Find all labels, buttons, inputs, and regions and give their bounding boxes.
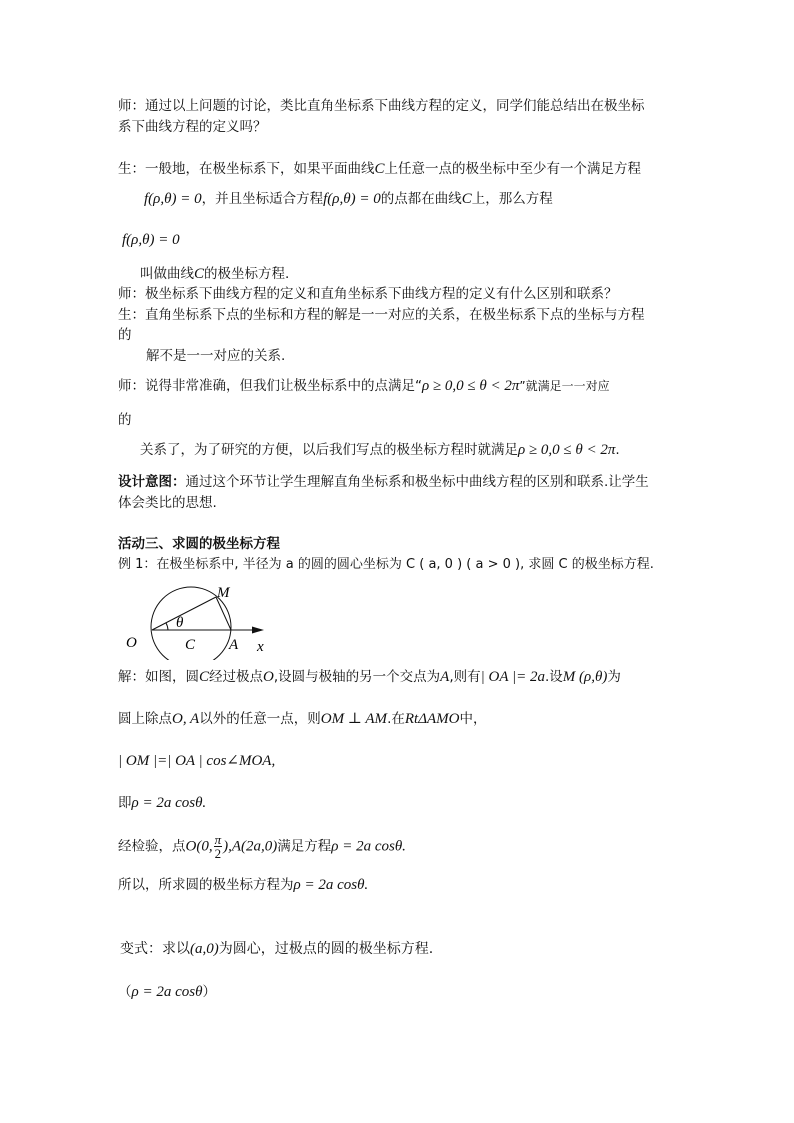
equation: f(ρ,θ) = 0 — [144, 191, 202, 207]
solution-line-4 — [118, 793, 206, 813]
solution-line-3 — [118, 751, 275, 771]
text: 变式：求以 — [120, 941, 190, 957]
text: 即 — [118, 795, 132, 811]
text: 所以，所求圆的极坐标方程为 — [118, 877, 294, 893]
numerator: π — [214, 832, 222, 847]
label-M: M — [217, 585, 230, 601]
solution-line-1 — [118, 667, 621, 687]
text: 经过极点 — [209, 669, 264, 685]
condition: ρ ≥ 0,0 ≤ θ < 2π — [518, 442, 616, 458]
math: O — [263, 669, 274, 685]
student-answer-1-line-1 — [118, 159, 641, 179]
segment-OM — [152, 597, 216, 630]
math: C — [199, 669, 210, 685]
label-x: x — [257, 639, 264, 655]
text: ，并且坐标适合方程 — [201, 191, 324, 207]
text: 的 — [118, 412, 132, 428]
text: 解不是一一对应的关系. — [146, 348, 286, 364]
text: 师：极坐标系下曲线方程的定义和直角坐标系下曲线方程的定义有什么区别和联系？ — [118, 286, 618, 302]
math: M (ρ,θ) — [562, 669, 608, 685]
text: 的极坐标方程. — [204, 266, 290, 282]
angle-arc — [166, 623, 168, 630]
math: C — [374, 161, 385, 177]
math: ), — [223, 838, 232, 855]
equation: f(ρ,θ) = 0 — [122, 232, 180, 248]
text: ） — [202, 984, 216, 1000]
teacher-question-1-line-1 — [118, 96, 645, 116]
label-A: A — [229, 637, 239, 653]
text: 的 — [118, 327, 132, 343]
axis-arrow-icon — [252, 627, 264, 634]
math: A — [440, 669, 450, 685]
math: O(0, — [185, 838, 213, 855]
text: 生：直角坐标系下点的坐标和方程的解是一一对应的关系，在极坐标系下点的坐标与方程 — [118, 307, 645, 323]
text: .在 — [387, 711, 405, 727]
text: .设 — [544, 669, 563, 685]
solution-line-5 — [118, 833, 406, 860]
text: 解：如图，圆 — [118, 669, 199, 685]
text: 上，那么方程 — [471, 191, 553, 207]
heading-text: 活动三、求圆的极坐标方程 — [118, 536, 280, 552]
math: OM ⊥ AM — [320, 711, 388, 727]
text: 为 — [607, 669, 621, 685]
math: O, A — [172, 711, 200, 727]
student-answer-1-line-2 — [144, 189, 553, 209]
text: . — [615, 442, 620, 458]
design-intent-line-1 — [118, 472, 649, 492]
equation: f(ρ,θ) = 0 — [323, 191, 381, 207]
fraction-pi-over-2 — [214, 833, 223, 860]
activity-heading — [118, 534, 280, 554]
text: 例 1：在极坐标系中, 半径为 a 的圆的圆心坐标为 C ( a, 0 ) ( a > 0 ), 求圆 C 的极坐标方程. — [118, 557, 654, 572]
equation: | OA |= 2a — [480, 669, 545, 685]
label-C: C — [185, 637, 196, 653]
teacher-question-2 — [118, 284, 618, 304]
text: ,设圆与极轴的另一个交点为 — [273, 669, 441, 685]
student-answer-1-line-4 — [140, 264, 289, 284]
variant-question — [120, 939, 433, 959]
text: 师：说得非常准确，但我们让极坐标系中的点满足“ — [118, 378, 422, 394]
math: A(2a,0) — [231, 838, 278, 855]
student-answer-1-equation — [122, 230, 180, 250]
label-theta: θ — [176, 615, 184, 631]
math: C — [194, 266, 205, 282]
teacher-remark-3-line-3 — [140, 440, 620, 460]
student-answer-2-line-1 — [118, 305, 645, 325]
equation: | OM |=| OA | cos∠MOA, — [118, 753, 276, 769]
text: ,则有 — [449, 669, 481, 685]
variant-answer — [118, 982, 216, 1002]
math: C — [461, 191, 472, 207]
text: 叫做曲线 — [140, 266, 194, 282]
student-answer-2-line-3 — [146, 346, 285, 366]
text: 关系了，为了研究的方便，以后我们写点的极坐标方程时就满足 — [140, 442, 518, 458]
condition: ρ ≥ 0,0 ≤ θ < 2π — [422, 378, 520, 394]
design-intent-label: 设计意图： — [118, 474, 186, 490]
math: RtΔAMO — [404, 711, 460, 727]
text: 的点都在曲线 — [380, 191, 462, 207]
teacher-remark-3-line-1 — [118, 376, 610, 396]
label-O: O — [126, 635, 137, 651]
text: 经检验，点 — [118, 838, 186, 855]
text: 通过这个环节让学生理解直角坐标系和极坐标中曲线方程的区别和联系.让学生 — [185, 474, 649, 490]
teacher-question-1-line-2 — [118, 117, 267, 137]
equation: ρ = 2a cosθ. — [331, 838, 406, 855]
text: 以外的任意一点，则 — [199, 711, 321, 727]
denominator: 2 — [214, 846, 222, 861]
example-1 — [118, 555, 654, 575]
teacher-remark-3-line-2 — [118, 410, 132, 430]
math: (a,0) — [190, 941, 219, 957]
text: 满足方程 — [277, 838, 332, 855]
equation: ρ = 2a cosθ. — [131, 795, 207, 811]
text: 圆上除点 — [118, 711, 172, 727]
circle-figure — [118, 580, 278, 660]
text: （ — [118, 984, 132, 1000]
solution-line-2 — [118, 709, 486, 729]
text: 中， — [459, 711, 487, 727]
text: 生：一般地，在极坐标系下，如果平面曲线 — [118, 161, 375, 177]
student-answer-2-line-2 — [118, 325, 132, 345]
solution-line-6 — [118, 875, 368, 895]
text: 系下曲线方程的定义吗？ — [118, 119, 267, 135]
text: 师：通过以上问题的讨论，类比直角坐标系下曲线方程的定义，同学们能总结出在极坐标 — [118, 98, 645, 114]
equation: ρ = 2a cosθ — [131, 984, 203, 1000]
text: 上任意一点的极坐标中至少有一个满足方程 — [384, 161, 642, 177]
equation: ρ = 2a cosθ. — [293, 877, 369, 893]
design-intent-line-2 — [118, 493, 217, 513]
text: ”就满足一一对应 — [519, 379, 610, 393]
text: 体会类比的思想. — [118, 495, 217, 511]
text: 为圆心，过极点的圆的极坐标方程. — [218, 941, 434, 957]
